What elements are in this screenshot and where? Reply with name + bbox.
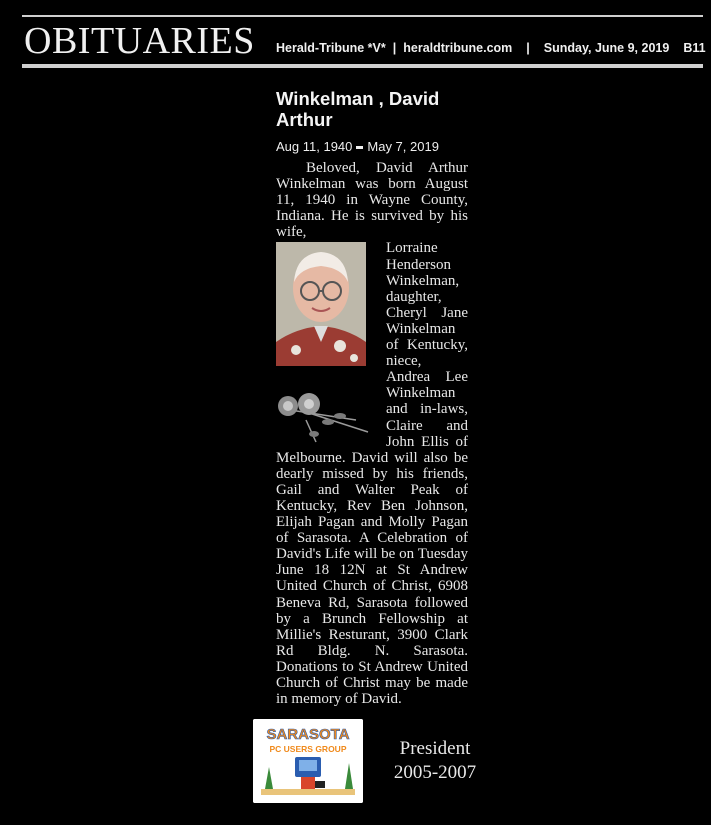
roses-illustration [276, 390, 372, 446]
page-number: B11 [683, 41, 706, 55]
obituary-lead: Beloved, David Arthur Winkelman was born August 11, 1940 in Wayne County, Indiana. He is survived by his wife, [276, 160, 468, 241]
newspaper-name: Herald-Tribune *V* [276, 41, 386, 55]
date-dash [356, 146, 363, 149]
website-link[interactable]: heraldtribune.com [403, 41, 513, 55]
issue-date: Sunday, June 9, 2019 [543, 41, 670, 55]
separator: | [526, 41, 530, 55]
birth-date: Aug 11, 1940 [276, 139, 353, 154]
bottom-rule [22, 64, 703, 68]
president-caption [380, 737, 490, 785]
obituary-text: Lorraine Henderson Winkelman, daughter, Cheryl Jane Winkelman of Kentucky, niece, Andrea Lee Winkelman and in-laws, Claire and John Ellis of Melbourne. David will also be dearly missed by his friends, Gail and Walter Peak of Kentucky, Rev Ben Johnson, Elijah Pagan and Molly Pagan of Sarasota. A Celebration of David's Life will be on Tuesday June 18 12N at St Andrew United Church of Christ, 6908 Beneva Rd, Sarasota followed by a Brunch Fellowship at Millie's Resturant, 3900 Clark Rd Bldg. N. Sarasota. Donations to St Andrew United Church of Christ may be made in memory of David. [276, 240, 468, 708]
deceased-name: Winkelman , David Arthur [276, 88, 440, 130]
obituary-body [276, 160, 468, 707]
pc-users-group-logo [253, 719, 363, 803]
section-title: OBITUARIES [24, 20, 255, 62]
top-rule [22, 15, 703, 17]
logo-title: SARASOTA [266, 726, 350, 743]
death-date: May 7, 2019 [367, 139, 439, 154]
life-dates [276, 139, 468, 154]
president-role: President [399, 738, 471, 759]
logo-subtitle: PC USERS GROUP [269, 744, 347, 754]
president-years: 2005-2007 [393, 762, 477, 783]
masthead-info [276, 41, 706, 55]
figure-column [276, 242, 380, 446]
portrait-photo [276, 242, 366, 366]
obituary-article [276, 88, 468, 707]
separator: | [392, 41, 397, 55]
